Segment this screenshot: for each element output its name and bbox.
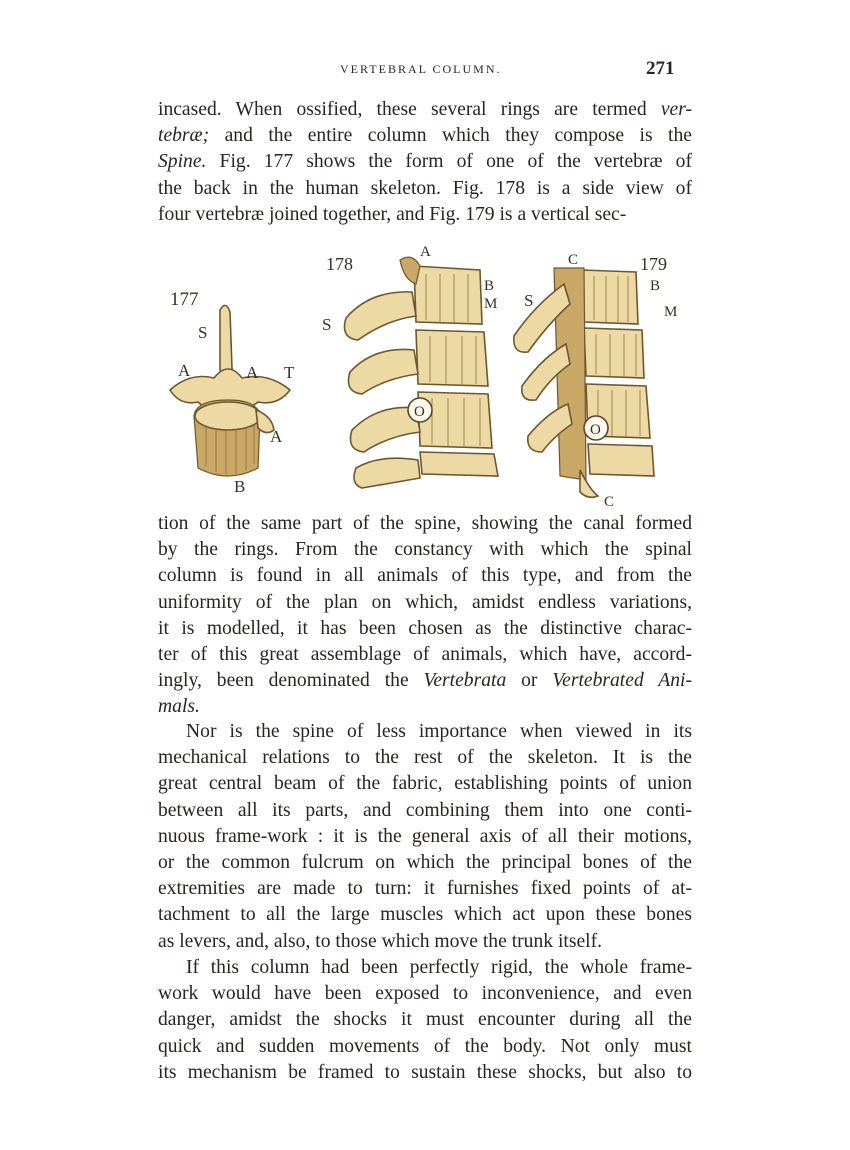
vertebrae-figures <box>150 240 710 520</box>
text-block-mid <box>158 511 692 721</box>
text-line: If this column had been perfectly rigid, the whole frame- <box>186 957 692 978</box>
figure-177-vertebra <box>170 289 295 496</box>
paragraph-3 <box>158 955 692 1086</box>
text-line: by the rings. From the constancy with which the spinal <box>158 539 692 561</box>
text-line: tebræ; and the entire column which they compose is the <box>158 125 692 147</box>
page-number: 271 <box>646 58 675 79</box>
figure-179-label-c-top: C <box>568 252 579 268</box>
text-block-top <box>158 97 692 228</box>
text-line: extremities are made to turn: it furnishes fixed points of at- <box>158 878 692 900</box>
text-line: Spine. Fig. 177 shows the form of one of the vertebræ of <box>158 151 692 173</box>
text-line: great central beam of the fabric, establishing points of union <box>158 773 692 795</box>
figure-178-label-m: M <box>484 296 498 312</box>
figure-178-label-o: O <box>414 404 425 420</box>
vertebrae-illustration <box>150 240 710 520</box>
text-line: mechanical relations to the rest of the skeleton. It is the <box>158 747 692 769</box>
running-head: VERTEBRAL COLUMN. <box>340 62 502 76</box>
figure-178-number: 178 <box>326 254 353 274</box>
figure-178-label-b: B <box>484 278 495 294</box>
figure-177-label-s: S <box>198 323 208 342</box>
text-line: Nor is the spine of less importance when viewed in its <box>186 721 692 742</box>
text-line: tion of the same part of the spine, showing the canal formed <box>158 513 692 534</box>
figure-179-vertical-section <box>514 252 678 510</box>
text-line: four vertebræ joined together, and Fig. 179 is a vertical sec- <box>158 203 627 225</box>
figure-179-label-b: B <box>650 278 661 294</box>
text-line: work would have been exposed to inconvenience, and even <box>158 983 692 1005</box>
figure-177-label-b: B <box>234 477 246 496</box>
text-line: the back in the human skeleton. Fig. 178 is a side view of <box>158 177 692 199</box>
text-line: or the common fulcrum on which the principal bones of the <box>158 851 692 873</box>
figure-178-label-s: S <box>322 315 332 334</box>
figure-179-label-c-bottom: C <box>604 494 615 510</box>
figure-177-label-t: T <box>284 363 295 382</box>
figure-177-label-a-left: A <box>178 361 191 380</box>
figure-179-label-s: S <box>524 291 534 310</box>
text-line: incased. When ossified, these several rings are termed ver- <box>158 99 692 120</box>
text-line: ingly, been denominated the Vertebrata or Vertebrated Ani- <box>158 670 692 692</box>
text-line: ter of this great assemblage of animals, which have, accord- <box>158 643 692 665</box>
figure-177-label-a-low: A <box>270 427 283 446</box>
figure-179-label-m: M <box>664 304 678 320</box>
text-line: its mechanism be framed to sustain these shocks, but also to <box>158 1061 692 1083</box>
text-line: it is modelled, it has been chosen as the distinctive charac- <box>158 617 692 639</box>
figure-178-label-a: A <box>420 244 431 260</box>
text-line: uniformity of the plan on which, amidst endless variations, <box>158 591 692 613</box>
text-line: between all its parts, and combining them into one conti- <box>158 799 692 821</box>
figure-179-number: 179 <box>640 254 667 274</box>
text-line: danger, amidst the shocks it must encounter during all the <box>158 1009 692 1031</box>
text-line: column is found in all animals of this type, and from the <box>158 565 692 587</box>
figure-178-side-view <box>322 244 498 488</box>
figure-177-number: 177 <box>170 289 199 310</box>
text-line: quick and sudden movements of the body. Not only must <box>158 1035 692 1057</box>
text-line: mals. <box>158 696 200 718</box>
figure-179-label-o: O <box>590 422 601 438</box>
figure-177-label-a-mid: A <box>246 363 259 382</box>
text-line: nuous frame-work : it is the general axis of all their motions, <box>158 825 692 847</box>
text-line: tachment to all the large muscles which act upon these bones <box>158 904 692 926</box>
text-line: as levers, and, also, to those which move the trunk itself. <box>158 930 603 952</box>
paragraph-2 <box>158 719 692 955</box>
